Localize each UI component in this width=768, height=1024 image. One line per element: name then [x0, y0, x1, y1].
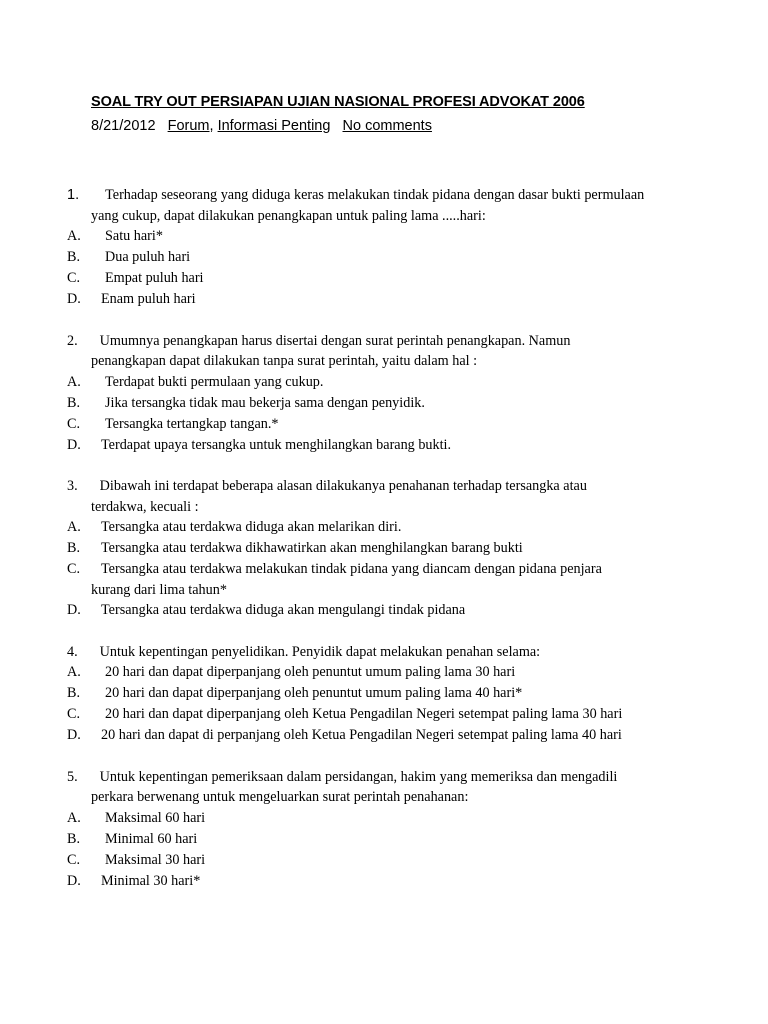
- question-number: 2.: [67, 332, 78, 349]
- option-letter: B.: [67, 830, 81, 847]
- option-text: Minimal 30 hari*: [101, 872, 201, 889]
- option-text: Tersangka atau terdakwa diduga akan mengulangi tindak pidana: [101, 602, 466, 618]
- option-b: [67, 538, 679, 559]
- option-a: [67, 517, 679, 538]
- option-letter: D.: [67, 436, 81, 453]
- question-stem: [67, 767, 679, 808]
- question-text: Dibawah ini terdapat beberapa alasan dilakukanya penahanan terhadap tersangka atau: [99, 478, 587, 494]
- option-text: Dua puluh hari: [105, 249, 191, 265]
- option-text: Enam puluh hari: [101, 291, 196, 307]
- option-text: 20 hari dan dapat diperpanjang oleh penuntut umum paling lama 30 hari: [105, 664, 516, 680]
- option-text: Empat puluh hari: [105, 270, 204, 286]
- question-stem: [67, 185, 679, 226]
- page-title: SOAL TRY OUT PERSIAPAN UJIAN NASIONAL PROFESI ADVOKAT 2006: [91, 94, 585, 110]
- option-c: [67, 704, 679, 725]
- option-text: Tersangka tertangkap tangan.*: [105, 415, 279, 432]
- option-d: [67, 435, 679, 456]
- option-text: 20 hari dan dapat diperpanjang oleh Ketua Pengadilan Negeri setempat paling lama 30 hari: [105, 706, 623, 722]
- option-letter: A.: [67, 809, 81, 826]
- option-letter: B.: [67, 685, 81, 701]
- option-a: [67, 372, 679, 393]
- option-text-continued: kurang dari lima tahun*: [91, 581, 227, 598]
- option-b: [67, 247, 679, 268]
- question-5: [67, 767, 679, 892]
- category-link-informasi-penting[interactable]: Informasi Penting: [217, 118, 331, 134]
- option-letter: C.: [67, 270, 81, 286]
- question-text-continued: perkara berwenang untuk mengeluarkan surat perintah penahanan:: [91, 789, 469, 805]
- option-letter: B.: [67, 540, 81, 556]
- option-b: [67, 683, 679, 704]
- option-letter: A.: [67, 373, 81, 390]
- question-number: 3.: [67, 478, 78, 494]
- option-text: Minimal 60 hari: [105, 830, 198, 847]
- option-letter: B.: [67, 394, 81, 411]
- option-d: [67, 600, 679, 621]
- option-a: [67, 662, 679, 683]
- option-c: [67, 268, 679, 289]
- question-text-continued: yang cukup, dapat dilakukan penangkapan untuk paling lama .....hari:: [91, 207, 486, 224]
- category-link-forum[interactable]: Forum: [167, 118, 210, 134]
- post-header: [91, 93, 691, 135]
- question-text: Untuk kepentingan penyelidikan. Penyidik dapat melakukan penahan selama:: [99, 643, 541, 660]
- option-b: [67, 393, 679, 414]
- option-letter: A.: [67, 228, 81, 244]
- post-meta: 8/21/2012 Forum, Informasi Penting No comments: [91, 118, 432, 134]
- option-text: Tersangka atau terdakwa melakukan tindak pidana yang diancam dengan pidana penjara: [101, 561, 602, 577]
- option-letter: C.: [67, 851, 81, 868]
- question-text: Terhadap seseorang yang diduga keras melakukan tindak pidana dengan dasar bukti permulaan: [105, 187, 645, 203]
- question-stem: [67, 331, 679, 372]
- option-a: [67, 226, 679, 247]
- option-letter: D.: [67, 291, 81, 307]
- option-text: Maksimal 60 hari: [105, 809, 206, 826]
- option-b: [67, 829, 679, 850]
- option-d: [67, 871, 679, 892]
- post-date: 8/21/2012: [91, 118, 156, 134]
- question-number: 1.: [67, 187, 80, 203]
- question-text: Umumnya penangkapan harus disertai dengan surat perintah penangkapan. Namun: [99, 332, 571, 349]
- question-4: [67, 642, 679, 747]
- option-text: Terdapat bukti permulaan yang cukup.: [105, 373, 324, 390]
- option-letter: C.: [67, 415, 81, 432]
- option-text: Maksimal 30 hari: [105, 851, 206, 868]
- question-text-continued: penangkapan dapat dilakukan tanpa surat perintah, yaitu dalam hal :: [91, 353, 478, 369]
- option-letter: C.: [67, 561, 81, 577]
- option-a: [67, 808, 679, 829]
- option-d: [67, 725, 679, 746]
- option-letter: B.: [67, 249, 81, 265]
- question-text-continued: terdakwa, kecuali :: [91, 498, 199, 515]
- option-text: Tersangka atau terdakwa dikhawatirkan akan menghilangkan barang bukti: [101, 540, 523, 556]
- option-letter: D.: [67, 872, 81, 889]
- option-d: [67, 289, 679, 310]
- option-letter: A.: [67, 664, 81, 680]
- question-stem: [67, 476, 679, 517]
- option-letter: A.: [67, 519, 81, 535]
- comments-link[interactable]: No comments: [342, 118, 432, 134]
- option-text: 20 hari dan dapat di perpanjang oleh Ketua Pengadilan Negeri setempat paling lama 40 hari: [101, 727, 622, 743]
- question-2: [67, 331, 679, 456]
- question-3: [67, 476, 679, 621]
- option-letter: D.: [67, 602, 81, 618]
- question-text: Untuk kepentingan pemeriksaan dalam persidangan, hakim yang memeriksa dan mengadili: [99, 768, 618, 785]
- question-list: [67, 185, 679, 892]
- option-text: Terdapat upaya tersangka untuk menghilangkan barang bukti.: [101, 436, 452, 453]
- option-c: [67, 414, 679, 435]
- option-c: [67, 850, 679, 871]
- option-c: [67, 559, 679, 600]
- option-text: Jika tersangka tidak mau bekerja sama dengan penyidik.: [105, 394, 425, 411]
- question-number: 4.: [67, 643, 78, 660]
- question-number: 5.: [67, 768, 78, 785]
- question-1: [67, 185, 679, 310]
- option-text: 20 hari dan dapat diperpanjang oleh penuntut umum paling lama 40 hari*: [105, 685, 523, 701]
- question-stem: [67, 642, 679, 663]
- option-letter: C.: [67, 706, 81, 722]
- option-text: Tersangka atau terdakwa diduga akan melarikan diri.: [101, 519, 402, 535]
- option-text: Satu hari*: [105, 228, 163, 244]
- option-letter: D.: [67, 727, 81, 743]
